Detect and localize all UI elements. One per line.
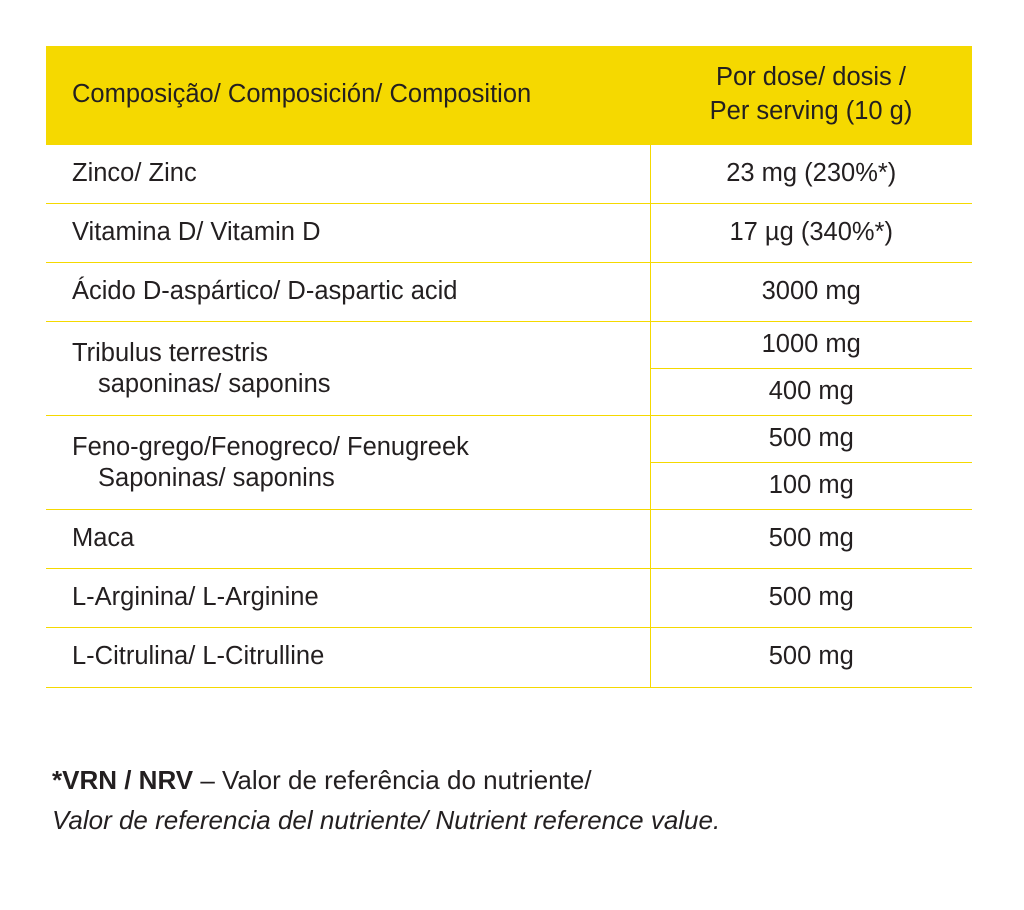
ingredient-name: Vitamina D/ Vitamin D	[46, 203, 650, 262]
ingredient-sub-amount: 400 mg	[768, 377, 854, 406]
ingredient-name: L-Citrulina/ L-Citrulline	[46, 628, 650, 687]
ingredient-amount: 3000 mg	[650, 263, 972, 322]
footnote-line-1	[52, 760, 972, 800]
ingredient-amount: 17 µg (340%*)	[650, 203, 972, 262]
ingredient-amount: 500 mg	[650, 510, 972, 569]
ingredient-amount: 1000 mg	[651, 322, 973, 369]
table-row	[46, 510, 972, 569]
ingredient-amount-group	[650, 416, 972, 510]
ingredient-sub-amount: 100 mg	[768, 471, 854, 500]
footnote-label: *VRN / NRV	[52, 765, 194, 795]
nutrition-table-panel	[46, 46, 972, 688]
footnote	[52, 760, 972, 841]
table-row	[46, 322, 972, 416]
column-header-composition: Composição/ Composición/ Composition	[46, 46, 650, 145]
table-row	[46, 569, 972, 628]
footnote-line-1-text: – Valor de referência do nutriente/	[193, 765, 592, 795]
ingredient-amount: 500 mg	[650, 628, 972, 687]
column-header-serving-line2: Per serving (10 g)	[709, 97, 913, 126]
ingredient-subname: saponinas/ saponins	[98, 369, 331, 398]
table-row	[46, 145, 972, 204]
table-row	[46, 416, 972, 510]
ingredient-name: Zinco/ Zinc	[46, 145, 650, 204]
column-header-serving	[650, 46, 972, 145]
composition-table	[46, 46, 972, 688]
table-row	[46, 628, 972, 687]
ingredient-amount: 500 mg	[651, 416, 973, 463]
ingredient-name-group	[46, 416, 650, 510]
column-header-serving-line1: Por dose/ dosis /	[716, 63, 906, 91]
ingredient-name: Ácido D-aspártico/ D-aspartic acid	[46, 263, 650, 322]
ingredient-amount-group	[650, 322, 972, 416]
ingredient-amount: 500 mg	[650, 569, 972, 628]
table-body	[46, 145, 972, 687]
ingredient-name: Maca	[46, 510, 650, 569]
ingredient-amount: 23 mg (230%*)	[650, 145, 972, 204]
table-header-row	[46, 46, 972, 145]
table-header	[46, 46, 972, 145]
ingredient-name: Tribulus terrestris	[72, 338, 269, 367]
ingredient-name: L-Arginina/ L-Arginine	[46, 569, 650, 628]
ingredient-subname: Saponinas/ saponins	[98, 463, 335, 492]
table-row	[46, 203, 972, 262]
ingredient-name-group	[46, 322, 650, 416]
ingredient-name: Feno-grego/Fenogreco/ Fenugreek	[72, 432, 469, 461]
table-row	[46, 263, 972, 322]
footnote-line-2: Valor de referencia del nutriente/ Nutrient reference value.	[52, 805, 721, 836]
